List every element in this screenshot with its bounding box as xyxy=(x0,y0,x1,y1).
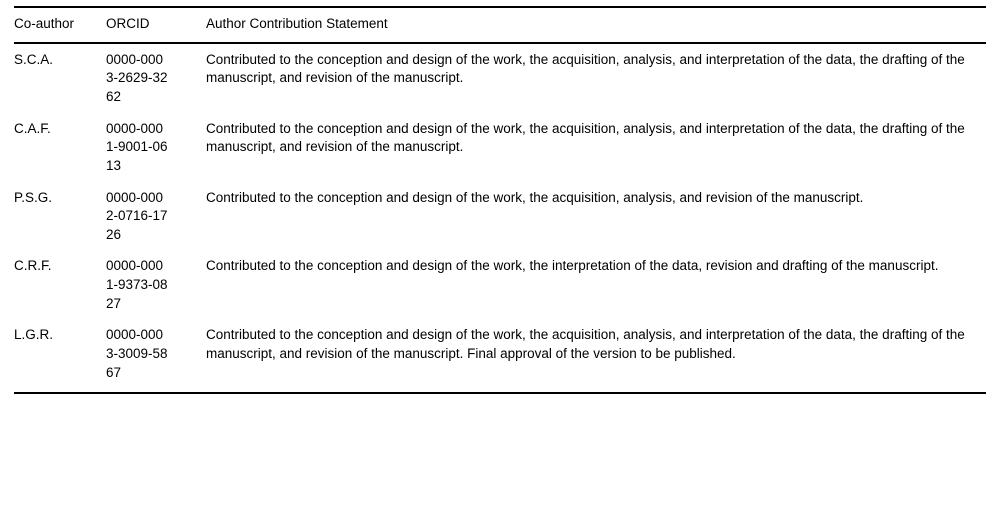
cell-coauthor: L.G.R. xyxy=(14,327,54,343)
cell-orcid xyxy=(106,319,206,392)
table-row xyxy=(14,182,986,251)
cell-orcid xyxy=(106,113,206,182)
cell-coauthor: P.S.G. xyxy=(14,189,53,205)
table-row xyxy=(14,319,986,392)
table-header xyxy=(14,7,986,43)
cell-contribution-statement: Contributed to the conception and design of the work, the interpretation of the data, revision and drafting of the manuscript. xyxy=(206,258,939,274)
cell-coauthor: S.C.A. xyxy=(14,51,54,67)
orcid-value: 0000-0001-9001-0613 xyxy=(106,120,168,173)
table-row xyxy=(14,43,986,113)
table-bottom-rule xyxy=(14,392,986,394)
table-row xyxy=(14,113,986,182)
cell-coauthor: C.A.F. xyxy=(14,120,51,136)
orcid-value: 0000-0002-0716-1726 xyxy=(106,189,168,242)
cell-coauthor: C.R.F. xyxy=(14,258,52,274)
orcid-value: 0000-0003-2629-3262 xyxy=(106,51,168,105)
cell-contribution-statement: Contributed to the conception and design of the work, the acquisition, analysis, and revision of the manuscript. xyxy=(206,189,864,205)
column-header-orcid: ORCID xyxy=(106,7,206,43)
table-row xyxy=(14,250,986,319)
table-header-row xyxy=(14,7,986,43)
table-body xyxy=(14,43,986,392)
cell-contribution-statement: Contributed to the conception and design of the work, the acquisition, analysis, and interpretation of the data, the drafting of the manuscript, and revision of the manuscript. xyxy=(206,51,965,86)
cell-orcid xyxy=(106,43,206,113)
cell-orcid xyxy=(106,250,206,319)
column-header-statement: Author Contribution Statement xyxy=(206,7,986,43)
column-header-coauthor: Co-author xyxy=(14,7,106,43)
author-contribution-table xyxy=(14,6,986,392)
document-page xyxy=(0,6,1000,527)
orcid-value: 0000-0003-3009-5867 xyxy=(106,327,168,380)
cell-contribution-statement: Contributed to the conception and design of the work, the acquisition, analysis, and interpretation of the data, the drafting of the manuscript, and revision of the manuscript. Final approval of the version to be published. xyxy=(206,327,965,361)
cell-orcid xyxy=(106,182,206,251)
orcid-value: 0000-0001-9373-0827 xyxy=(106,258,168,311)
cell-contribution-statement: Contributed to the conception and design of the work, the acquisition, analysis, and interpretation of the data, the drafting of the manuscript, and revision of the manuscript. xyxy=(206,120,965,154)
